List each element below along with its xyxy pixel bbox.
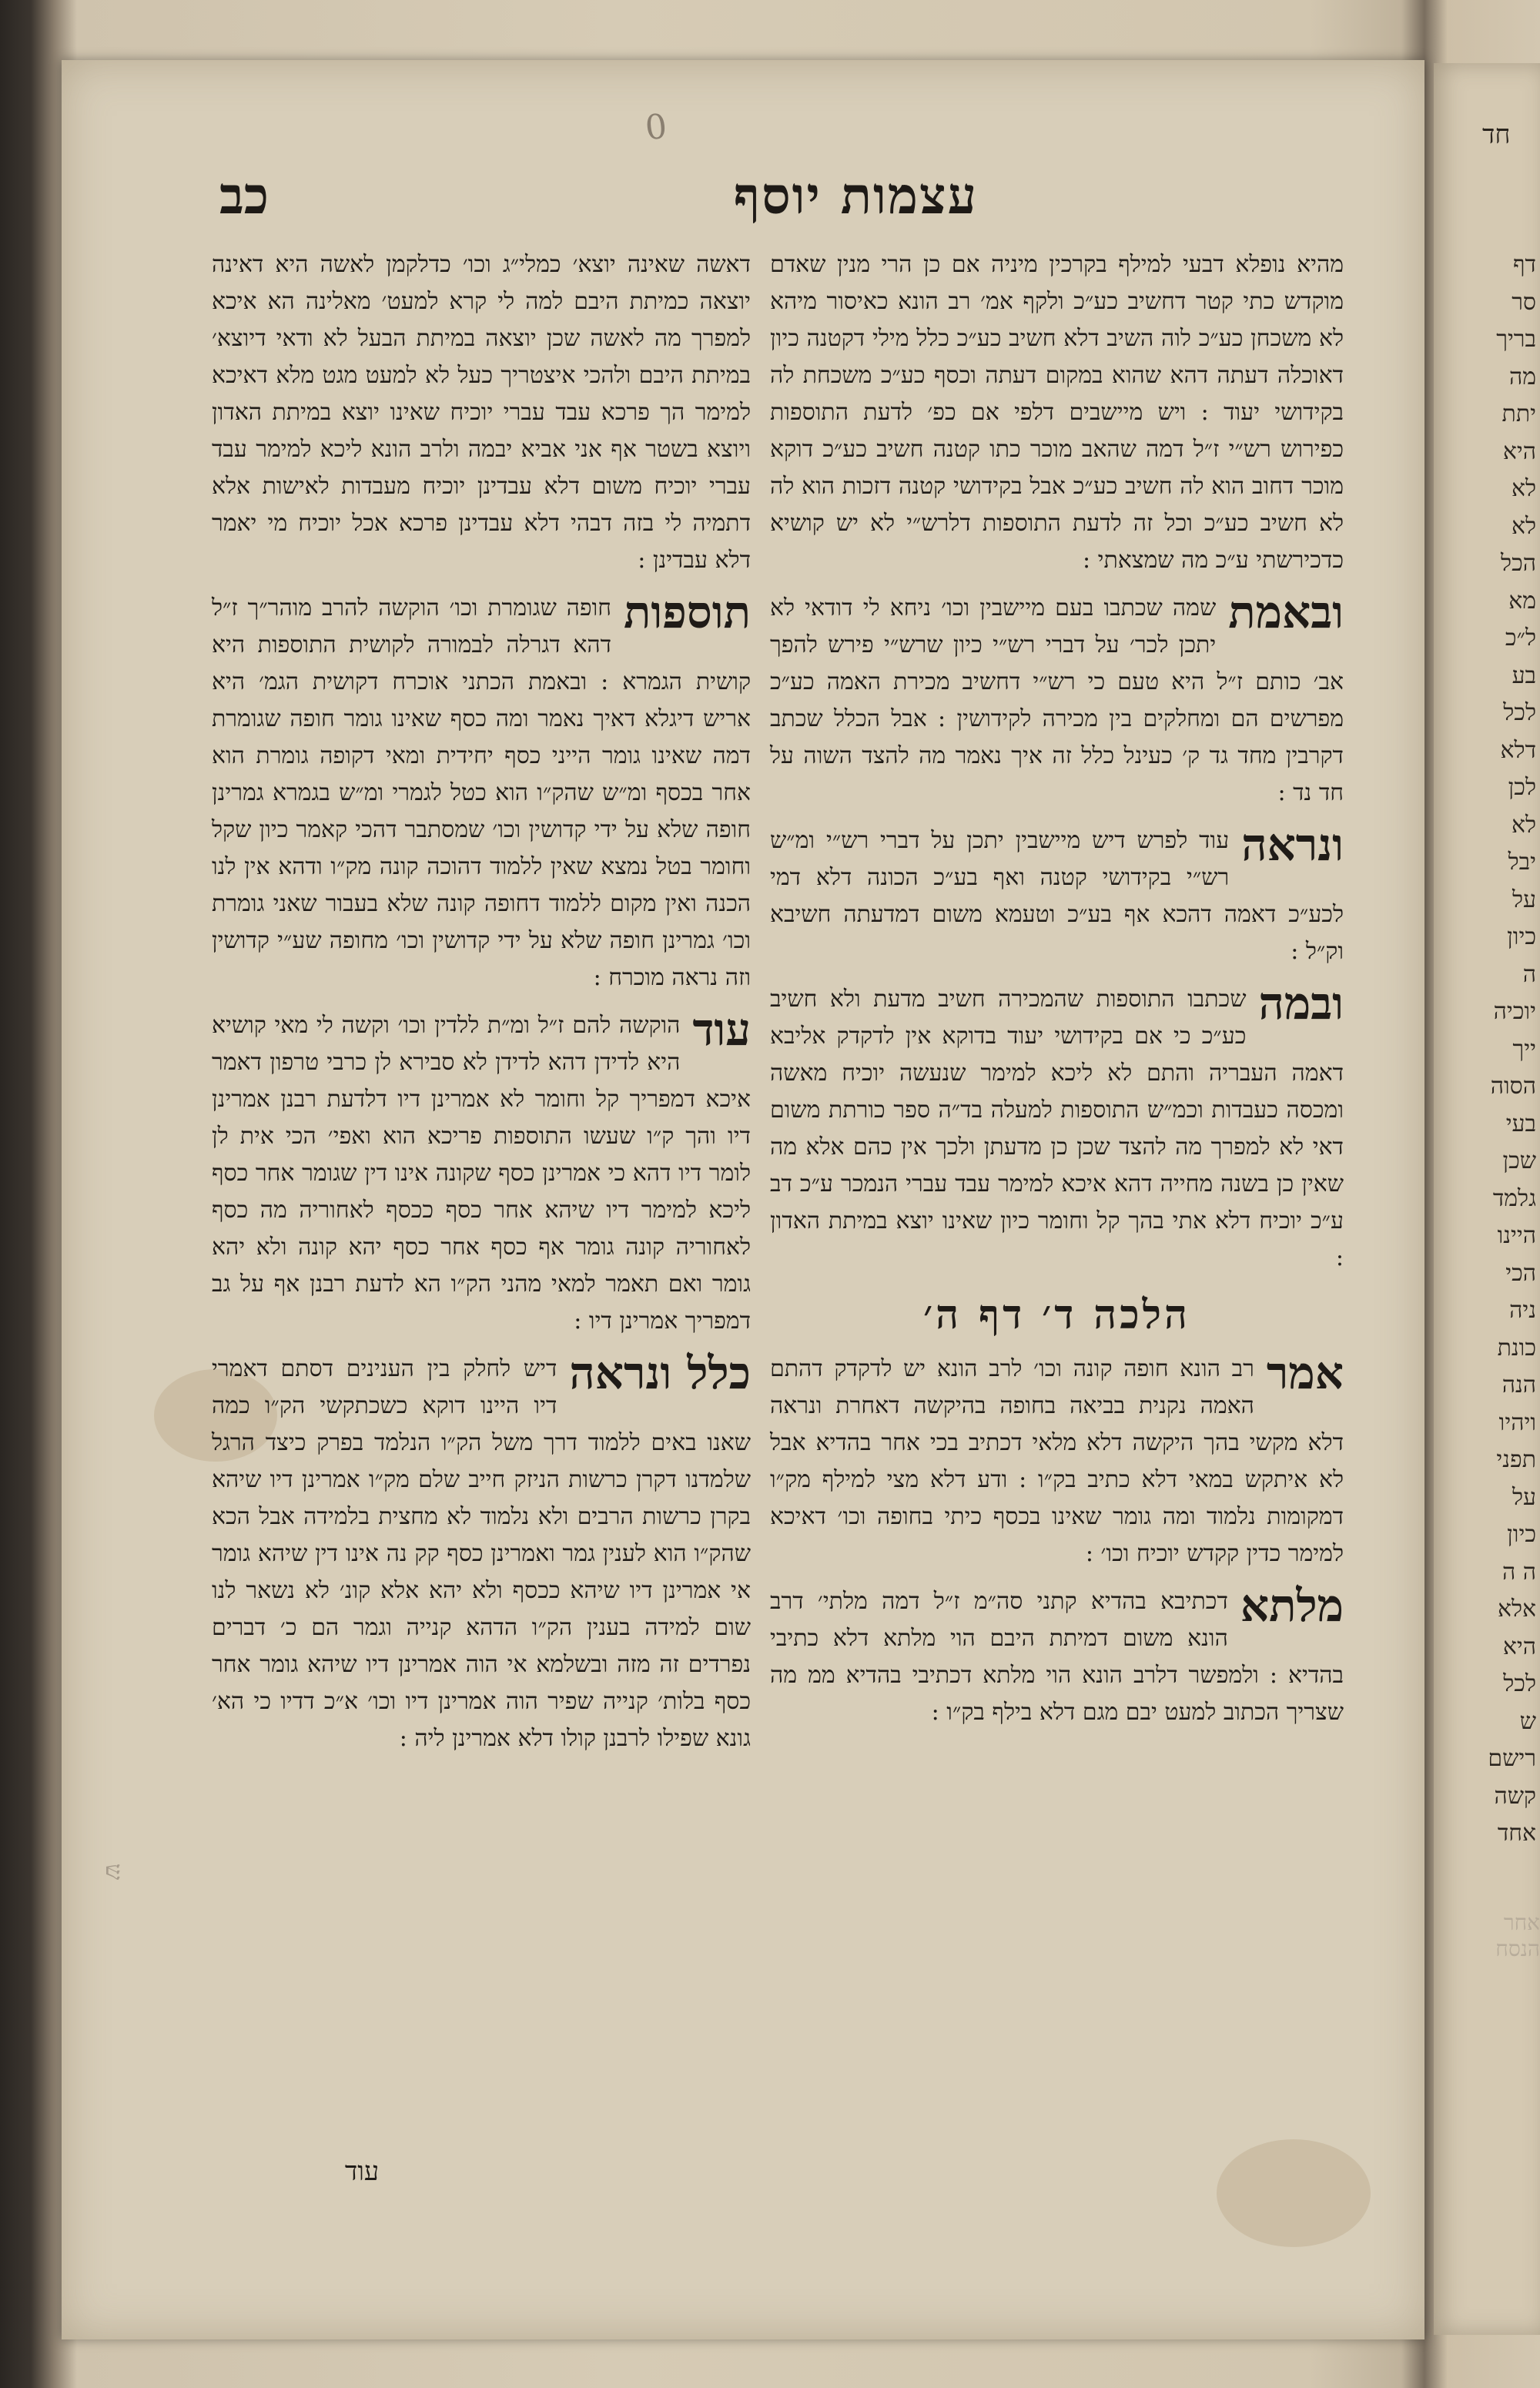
paragraph-text: מהיא נופלא דבעי למילף בקרכין מיניה אם כן הרי מנין שאדם מוקדש כתי קטר דחשיב כע״כ ולקף אמ׳ רב הונא כאיסור מיהא לא משכחן כע״כ לוה השיב דלא חשיב כע״כ כלל מילי דקטנה כיון דאוכלה דעתה דהא שהוא במקום דעתה וכסף כע״כ משכחת לה בקידושי יעוד : ויש מיישבים דלפי אם כפ׳ לדעת התוספות כפירוש רש״י ז״ל דמה שהאב מוכר כתו קטנה חשיב כע״כ דוקא מוכר דחוב הוא לה חשיב כע״כ אבל בקידושי קטנה דזכות הוא לה לא חשיב כע״כ וכל זה לדעת התוספות דלרש״י לא יש קושיא כדכירשתי ע״כ מה שמצאתי : xyxy=(770,251,1344,574)
facing-page-line: יבל xyxy=(1508,849,1536,876)
paragraph-lead-word: מלתא xyxy=(1240,1579,1344,1632)
paragraph-lead-word: אמר xyxy=(1266,1347,1344,1399)
facing-page-line: לא xyxy=(1511,811,1536,839)
paragraph-lead-word: תוספות xyxy=(624,586,751,638)
paragraph-lead-word: ונראה xyxy=(1241,819,1344,871)
facing-page-line: ייך xyxy=(1512,1035,1536,1063)
paragraph-text: הוקשה להם ז״ל ומ״ת ללדין וכו׳ וקשה לי מאי קושיא היא לדידן דהא לדידן לא סבירא לן כרבי טרפון דאמר איכא דמפריך קל וחומר לא אמרינן דיו דלדעת רבנן אמרינן דיו והך ק״ו שעשו התוספות פריכא הוא ואפי׳ הכי אית לן לומר דיו דהא כי אמרינן כסף שקונה אינו דין שגומר אחר כסף ליכא למימר דיו שיהא אחר כסף ככסף לאחוריה מה כסף לאחוריה קונה גומר אף כסף אחר כסף יהא קונה ולא יהא גומר ואם תאמר למאי מהני הק״ו הא לדעת רבנן אף על גב דמפריך אמרינן דיו : xyxy=(212,1012,751,1335)
facing-page-line: רישם xyxy=(1488,1745,1536,1772)
paragraph xyxy=(770,1347,1344,1572)
facing-page-line: הנה xyxy=(1502,1372,1536,1398)
facing-page-line: היינו xyxy=(1497,1222,1536,1249)
page-number: כב xyxy=(219,166,270,226)
facing-page-line: היא xyxy=(1502,1633,1536,1660)
paragraph-text: רב הונא חופה קונה וכו׳ לרב הונא יש לדקדק דהתם האמה נקנית בביאה בחופה בהיקשה דאחרת ונראה דלא מקשי בהך היקשה דלא מלאי דכתיב בכי אחר בהדיא אבל לא איתקש במאי דלא כתיב בק״ו : ודע דלא מצי למילף מק״ו דמקומות נלמוד ומה גומר שאינו בכסף כיתי בחופה וכו׳ דאיכא למימר כדין קקדש יוכיח וכו׳ : xyxy=(770,1355,1344,1567)
facing-page-line: תפני xyxy=(1496,1446,1536,1473)
section-heading: הלכה ד׳ דף ה׳ xyxy=(923,1291,1190,1338)
facing-page-line: ה ה xyxy=(1502,1558,1536,1586)
folio-mark: 0 xyxy=(643,106,669,149)
facing-page-line: הכל xyxy=(1501,550,1536,577)
facing-page-line: יתת xyxy=(1502,400,1536,427)
facing-page-line: כונת xyxy=(1497,1334,1536,1361)
facing-page-line: מה xyxy=(1508,363,1536,390)
paragraph xyxy=(770,1579,1344,1731)
paragraph-text: דאשה שאינה יוצא׳ כמלי״ג וכו׳ כדלקמן לאשה היא דאינה יוצאה כמיתת היבם למה לי קרא למעט׳ מאלינה הא איכא למפרך מה לאשה שכן יוצאה במיתת הבעל לא ודאי דיוצא׳ במיתת היבם ולהכי איצטריך כעל לא למעט מגט מלא דאיכא למימר הך פרכא עבד עברי יוכיח שאינו יוצא במיתת האדון ויוצא בשטר אף אני אביא יבמה ולרב הונא ליכא למימר עבד עברי יוכיח משום דלא עבדינן יוכיח מעבדות לאישות אלא דתמיה לי בזה דבהי דלא עבדינן פרכא אכל יוכיח מי יאמר דלא עבדינן : xyxy=(212,251,751,574)
facing-page-line: ה xyxy=(1522,960,1536,988)
facing-page-line: הכי xyxy=(1505,1259,1536,1287)
paragraph xyxy=(770,819,1344,970)
paper-stain xyxy=(1217,2139,1371,2247)
facing-page-line: ל״כ xyxy=(1505,625,1536,651)
facing-page-line: לכל xyxy=(1503,699,1536,726)
facing-page-line: היא xyxy=(1502,437,1536,465)
facing-page-header: חד xyxy=(1482,119,1511,150)
facing-page-line: לכל xyxy=(1503,1670,1536,1697)
facing-page-line: יוכיה xyxy=(1493,998,1536,1025)
paragraph-text: חופה שגומרת וכו׳ הוקשה להרב מוהר״ך ז״ל דהא דגרלה לבמורה לקושית התוספות היא קושית הגמרא : ובאמת הכתני אוכרח דקושית הגמ׳ היא אריש דיגלא דאיך נאמר ומה כסף שאינו גומר חופה שגומרת דמה שאינו גומר הייני כסף יחידית ומאי דקופה גומרת הוא אחר בכסף ומ״ש שהק״ו הוא כטל לגמרי ומ״ש בגמרא גמרינן חופה שלא על ידי קדושין וכו׳ שמסתבר דהכי קאמר כיון שקל וחומר בטל נמצא שאין ללמוד דהוכה קונה מק״ו ודהא אין לנו הכנה ואין מקום ללמוד דחופה קונה שלא בעבור שאני גומרת וכו׳ גמרינן חופה שלא על ידי קדושין וכו׳ מחופה שע״י קדושין וזה נראה מוכרח : xyxy=(212,594,751,991)
facing-page-line: לכן xyxy=(1508,774,1536,801)
facing-page-line: ויהיו xyxy=(1498,1408,1536,1436)
paragraph-text: שמה שכתבו בעם מיישבין וכו׳ ניחא לי דודאי לא יתכן לכר׳ על דברי רש״י כיון שרש״י פירש להפך אב׳ כותם ז״ל היא טעם כי רש״י דחשיב מכירת האמה כע״כ מפרשים הם ומחלקים בין מכירה לקידושין : אבל הכלל שכתב דקרבין מחד גד ק׳ כעינל כלל זה איך נאמר מה להצד השוה על חד נד : xyxy=(770,594,1344,806)
paragraph xyxy=(212,246,751,579)
facing-page-line: סר xyxy=(1512,288,1536,316)
facing-page-line: בריך xyxy=(1496,326,1536,353)
paragraph xyxy=(770,977,1344,1277)
paragraph-lead-word: עוד xyxy=(692,1003,751,1056)
catchword: עוד xyxy=(344,2156,380,2187)
facing-page-line: אלא xyxy=(1497,1596,1536,1623)
paragraph-lead-word: כלל ונראה xyxy=(569,1347,751,1399)
left-column xyxy=(212,246,751,1768)
facing-page-line: דף xyxy=(1513,251,1536,278)
paragraph xyxy=(770,586,1344,812)
paragraph xyxy=(212,1003,751,1340)
facing-page-line: בע xyxy=(1512,661,1536,689)
facing-page-line: כיון xyxy=(1507,923,1536,950)
paragraph-text: עוד לפרש דיש מיישבין יתכן על דברי רש״י ומ״ש רש״י בקידושי קטנה ואף בע״כ הכונה דלא דמי לכע״כ דאמה דהכא אף בע״כ וטעמא משום דמדעתה חשיבא וק״ל : xyxy=(770,827,1344,965)
facing-page-line: דלא xyxy=(1500,736,1536,764)
facing-page-line: קשה xyxy=(1494,1782,1536,1810)
facing-page-line: גלמד xyxy=(1492,1184,1536,1212)
margin-note: ש xyxy=(100,1864,127,1881)
facing-page-line: ניה xyxy=(1509,1297,1536,1324)
paragraph-text: דיש לחלק בין הענינים דסתם דאמרי דיו היינו דוקא כשכתקשי הק״ו כמה שאנו באים ללמוד דרך משל הק״ו הנלמד בפרק כיצד הרגל שלמדנו דקרן כרשות הניזק חייב שלם מק״ו אמרינן דיו שיהא בקרן כרשות הרבים ולא נלמוד לא מחצית בלמידה אבל הכא שהק״ו הוא לענין גמר ואמרינן כסף קק נה אינו דין שיהא גומר אי אמרינן דיו שיהא ככסף ולא יהא אלא קונ׳ לא נשאר לנו שום למידה בענין הק״ו הדהא קנייה וגמר הם כ׳ דברים נפרדים זה מזה ובשלמא אי הוה אמרינן דיו שיהא גומר אחר כסף בלות׳ קנייה שפיר הוה אמרינן דיו וכו׳ א״כ דדיו כי הא׳ גונא שפילו לרבנן קולו דלא אמרינן ליה : xyxy=(212,1355,751,1752)
right-column xyxy=(770,246,1344,1742)
facing-page-text xyxy=(1463,246,1536,1853)
facing-page-line: בעי xyxy=(1505,1110,1536,1137)
paragraph xyxy=(212,1347,751,1757)
facing-page-line: לא xyxy=(1511,475,1536,502)
paragraph xyxy=(212,586,751,996)
facing-page-line: הסוה xyxy=(1490,1073,1536,1100)
facing-page-line: כיון xyxy=(1507,1521,1536,1548)
running-title: עצמות יוסף xyxy=(733,166,978,226)
facing-page-line: ש xyxy=(1519,1707,1536,1735)
facing-page-line: אחד xyxy=(1497,1820,1536,1847)
paragraph-text: שכתבו התוספות שהמכירה חשיב מדעת ולא חשיב כע״כ כי אם בקידושי יעוד בדוקא אין לדקדק אליבא דאמה העבריה והתם לא ליכא למימר שנעשה יוכיח מאשה ומכסה כעבדות וכמ״ש התוספות למעלה בד״ה ספר כורתת משום דאי לא למפרך מה להצד שכן כן מדעתן ולכך אין כהם אלא מה שאין כן בשנה מחייה דהא איכא למימר עבד עברי הנמכר ע״כ דב ע״כ יוכיח דלא אתי בהך קל וחומר כיון שאינו יוצא במיתת האדון : xyxy=(770,986,1344,1271)
facing-page-line: על xyxy=(1512,1483,1536,1511)
paragraph-lead-word: ובמה xyxy=(1258,977,1344,1030)
margin-note: אחר הנסח xyxy=(1495,1910,1540,1961)
facing-page-line: שכן xyxy=(1502,1147,1536,1174)
paragraph-lead-word: ובאמת xyxy=(1228,586,1344,638)
facing-page-line: מא xyxy=(1508,587,1536,615)
paragraph xyxy=(770,246,1344,579)
facing-page-line: לא xyxy=(1511,512,1536,540)
facing-page-line: על xyxy=(1512,886,1536,913)
paragraph-text: דכתיבא בהדיא קתני סה״מ ז״ל דמה מלתי׳ דרב הונא משום דמיתת היבם הוי מלתא דלא כתיבי בהדיא : ולמפשר דלרב הונא הוי מלתא דכתיבי בהדיא ממ מה שצריך הכתוב למעט יבם מגם דלא בילף בק״ו : xyxy=(770,1588,1344,1726)
